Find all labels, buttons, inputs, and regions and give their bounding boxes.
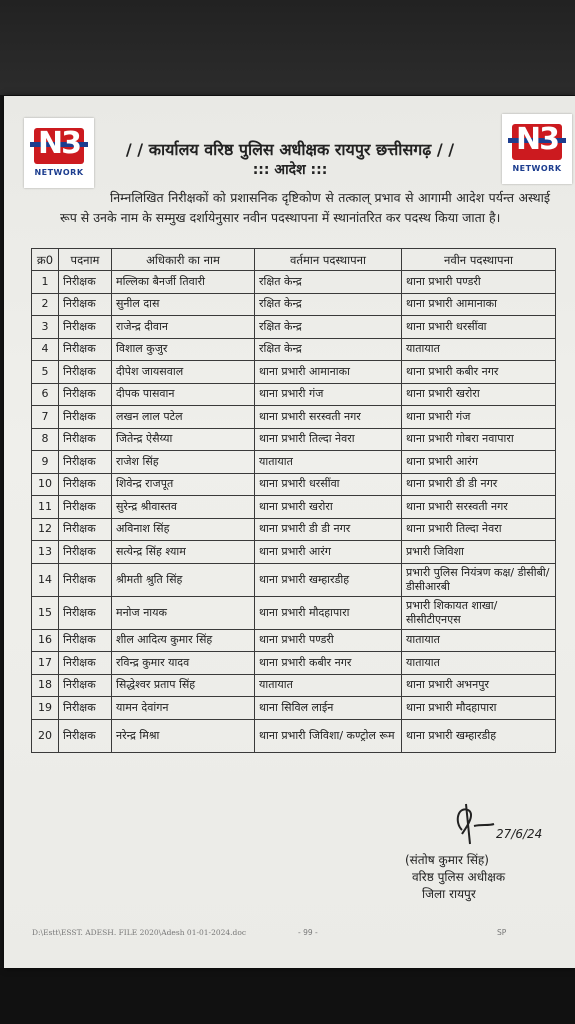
cell-new-posting: थाना प्रभारी तिल्दा नेवरा bbox=[402, 518, 556, 541]
background-bottom bbox=[0, 968, 575, 1024]
cell-rank: निरीक्षक bbox=[59, 697, 112, 720]
table-row bbox=[32, 541, 556, 564]
cell-current-posting: थाना प्रभारी पण्डरी bbox=[255, 629, 402, 652]
table-row bbox=[32, 652, 556, 675]
cell-new-posting: थाना प्रभारी सरस्वती नगर bbox=[402, 496, 556, 519]
cell-officer-name: दीपक पासवान bbox=[112, 383, 255, 406]
table-row bbox=[32, 563, 556, 596]
cell-new-posting: थाना प्रभारी मौदहापारा bbox=[402, 697, 556, 720]
cell-current-posting: थाना प्रभारी आरंग bbox=[255, 541, 402, 564]
table-row bbox=[32, 361, 556, 384]
cell-new-posting: थाना प्रभारी खम्हारडीह bbox=[402, 719, 556, 752]
logo-text: N3 bbox=[516, 122, 558, 157]
table-row bbox=[32, 383, 556, 406]
cell-new-posting: थाना प्रभारी खरोरा bbox=[402, 383, 556, 406]
cell-rank: निरीक्षक bbox=[59, 293, 112, 316]
cell-new-posting: थाना प्रभारी डी डी नगर bbox=[402, 473, 556, 496]
cell-officer-name: श्रीमती श्रुति सिंह bbox=[112, 563, 255, 596]
cell-rank: निरीक्षक bbox=[59, 629, 112, 652]
cell-rank: निरीक्षक bbox=[59, 541, 112, 564]
cell-current-posting: थाना प्रभारी सरस्वती नगर bbox=[255, 406, 402, 429]
signatory-designation: वरिष्ठ पुलिस अधीक्षक bbox=[412, 870, 506, 884]
cell-serial: 18 bbox=[32, 674, 59, 697]
cell-current-posting: थाना सिविल लाईन bbox=[255, 697, 402, 720]
cell-rank: निरीक्षक bbox=[59, 563, 112, 596]
cell-serial: 11 bbox=[32, 496, 59, 519]
cell-serial: 16 bbox=[32, 629, 59, 652]
table-row bbox=[32, 473, 556, 496]
cell-officer-name: मल्लिका बैनर्जी तिवारी bbox=[112, 271, 255, 294]
cell-rank: निरीक्षक bbox=[59, 652, 112, 675]
cell-serial: 3 bbox=[32, 316, 59, 339]
table-row bbox=[32, 719, 556, 752]
cell-current-posting: थाना प्रभारी धरसींवा bbox=[255, 473, 402, 496]
cell-current-posting: थाना प्रभारी आमानाका bbox=[255, 361, 402, 384]
footer-page-number: - 99 - bbox=[298, 928, 318, 937]
signatory-name: (संतोष कुमार सिंह) bbox=[405, 853, 489, 867]
cell-new-posting: यातायात bbox=[402, 338, 556, 361]
cell-current-posting: थाना प्रभारी डी डी नगर bbox=[255, 518, 402, 541]
cell-officer-name: मनोज नायक bbox=[112, 596, 255, 629]
cell-new-posting: थाना प्रभारी गोबरा नवापारा bbox=[402, 428, 556, 451]
cell-new-posting: प्रभारी जिविशा bbox=[402, 541, 556, 564]
cell-current-posting: यातायात bbox=[255, 451, 402, 474]
cell-current-posting: थाना प्रभारी तिल्दा नेवरा bbox=[255, 428, 402, 451]
cell-rank: निरीक्षक bbox=[59, 383, 112, 406]
header-new-posting: नवीन पदस्थापना bbox=[402, 249, 556, 271]
cell-rank: निरीक्षक bbox=[59, 674, 112, 697]
cell-officer-name: विशाल कुजुर bbox=[112, 338, 255, 361]
header-current-posting: वर्तमान पदस्थापना bbox=[255, 249, 402, 271]
cell-new-posting: प्रभारी पुलिस नियंत्रण कक्ष/ डीसीबी/डीसीआरबी bbox=[402, 563, 556, 596]
cell-new-posting: यातायात bbox=[402, 652, 556, 675]
cell-rank: निरीक्षक bbox=[59, 496, 112, 519]
table-row bbox=[32, 406, 556, 429]
cell-rank: निरीक्षक bbox=[59, 338, 112, 361]
table-row bbox=[32, 293, 556, 316]
cell-officer-name: राजेश सिंह bbox=[112, 451, 255, 474]
cell-serial: 14 bbox=[32, 563, 59, 596]
cell-new-posting: थाना प्रभारी कबीर नगर bbox=[402, 361, 556, 384]
logo-subtext: NETWORK bbox=[34, 168, 84, 177]
cell-serial: 10 bbox=[32, 473, 59, 496]
table-row bbox=[32, 451, 556, 474]
cell-new-posting: थाना प्रभारी आरंग bbox=[402, 451, 556, 474]
table-row bbox=[32, 316, 556, 339]
cell-officer-name: लखन लाल पटेल bbox=[112, 406, 255, 429]
table-row bbox=[32, 596, 556, 629]
cell-officer-name: राजेन्द्र दीवान bbox=[112, 316, 255, 339]
cell-serial: 2 bbox=[32, 293, 59, 316]
signature-date: 27/6/24 bbox=[496, 827, 543, 841]
order-intro-text: निम्नलिखित निरीक्षकों को प्रशासनिक दृष्टिकोण से तत्काल् प्रभाव से आगामी आदेश पर्यन्त अस्थाई रूप से उनके नाम के सम्मुख दर्शायेनुसार नवीन पदस्थापना में स्थानांतरित कर पदस्थ किया जाता है। bbox=[60, 190, 550, 225]
cell-serial: 7 bbox=[32, 406, 59, 429]
cell-current-posting: थाना प्रभारी मौदहापारा bbox=[255, 596, 402, 629]
table-row bbox=[32, 697, 556, 720]
cell-current-posting: थाना प्रभारी खम्हारडीह bbox=[255, 563, 402, 596]
cell-rank: निरीक्षक bbox=[59, 406, 112, 429]
cell-officer-name: जितेन्द्र ऐसैय्या bbox=[112, 428, 255, 451]
cell-rank: निरीक्षक bbox=[59, 361, 112, 384]
transfer-table bbox=[31, 248, 556, 753]
cell-new-posting: प्रभारी शिकायत शाखा/ सीसीटीएनएस bbox=[402, 596, 556, 629]
cell-serial: 9 bbox=[32, 451, 59, 474]
cell-serial: 1 bbox=[32, 271, 59, 294]
logo-subtext: NETWORK bbox=[512, 164, 562, 173]
cell-officer-name: यामन देवांगन bbox=[112, 697, 255, 720]
cell-officer-name: सत्येन्द्र सिंह श्याम bbox=[112, 541, 255, 564]
cell-officer-name: शील आदित्य कुमार सिंह bbox=[112, 629, 255, 652]
cell-rank: निरीक्षक bbox=[59, 518, 112, 541]
cell-rank: निरीक्षक bbox=[59, 271, 112, 294]
footer-file-path: D:\Estt\ESST. ADESH. FILE 2020\Adesh 01-01-2024.doc bbox=[32, 928, 247, 937]
cell-current-posting: रक्षित केन्द्र bbox=[255, 316, 402, 339]
table-header-row bbox=[32, 249, 556, 271]
cell-serial: 6 bbox=[32, 383, 59, 406]
cell-serial: 4 bbox=[32, 338, 59, 361]
cell-serial: 13 bbox=[32, 541, 59, 564]
cell-current-posting: थाना प्रभारी खरोरा bbox=[255, 496, 402, 519]
cell-new-posting: थाना प्रभारी धरसींवा bbox=[402, 316, 556, 339]
cell-current-posting: रक्षित केन्द्र bbox=[255, 271, 402, 294]
cell-serial: 20 bbox=[32, 719, 59, 752]
cell-current-posting: थाना प्रभारी गंज bbox=[255, 383, 402, 406]
cell-new-posting: थाना प्रभारी अभनपुर bbox=[402, 674, 556, 697]
header-rank: पदनाम bbox=[59, 249, 112, 271]
order-heading: ::: आदेश ::: bbox=[252, 162, 328, 178]
cell-serial: 19 bbox=[32, 697, 59, 720]
cell-officer-name: नरेन्द्र मिश्रा bbox=[112, 719, 255, 752]
header-officer-name: अधिकारी का नाम bbox=[112, 249, 255, 271]
cell-serial: 15 bbox=[32, 596, 59, 629]
table-row bbox=[32, 629, 556, 652]
table-row bbox=[32, 674, 556, 697]
table-row bbox=[32, 271, 556, 294]
cell-serial: 12 bbox=[32, 518, 59, 541]
cell-current-posting: थाना प्रभारी जिविशा/ कण्ट्रोल रूम bbox=[255, 719, 402, 752]
cell-rank: निरीक्षक bbox=[59, 719, 112, 752]
footer-code: SP bbox=[497, 928, 507, 937]
cell-officer-name: दीपेश जायसवाल bbox=[112, 361, 255, 384]
cell-current-posting: रक्षित केन्द्र bbox=[255, 293, 402, 316]
cell-rank: निरीक्षक bbox=[59, 596, 112, 629]
cell-serial: 8 bbox=[32, 428, 59, 451]
cell-current-posting: यातायात bbox=[255, 674, 402, 697]
cell-rank: निरीक्षक bbox=[59, 473, 112, 496]
header-serial: क्र0 bbox=[32, 249, 59, 271]
background-top bbox=[0, 0, 575, 95]
cell-new-posting: थाना प्रभारी पण्डरी bbox=[402, 271, 556, 294]
table-row bbox=[32, 496, 556, 519]
cell-officer-name: अविनाश सिंह bbox=[112, 518, 255, 541]
cell-serial: 17 bbox=[32, 652, 59, 675]
cell-rank: निरीक्षक bbox=[59, 316, 112, 339]
cell-rank: निरीक्षक bbox=[59, 428, 112, 451]
office-title: / / कार्यालय वरिष्ठ पुलिस अधीक्षक रायपुर छत्तीसगढ़ / / bbox=[125, 140, 455, 159]
cell-officer-name: सुनील दास bbox=[112, 293, 255, 316]
cell-new-posting: यातायात bbox=[402, 629, 556, 652]
cell-new-posting: थाना प्रभारी आमानाका bbox=[402, 293, 556, 316]
cell-officer-name: शिवेन्द्र राजपूत bbox=[112, 473, 255, 496]
cell-current-posting: थाना प्रभारी कबीर नगर bbox=[255, 652, 402, 675]
cell-officer-name: सिद्धेश्वर प्रताप सिंह bbox=[112, 674, 255, 697]
table-row bbox=[32, 338, 556, 361]
cell-officer-name: रविन्द्र कुमार यादव bbox=[112, 652, 255, 675]
signatory-district: जिला रायपुर bbox=[422, 887, 476, 901]
cell-rank: निरीक्षक bbox=[59, 451, 112, 474]
cell-current-posting: रक्षित केन्द्र bbox=[255, 338, 402, 361]
cell-officer-name: सुरेन्द्र श्रीवास्तव bbox=[112, 496, 255, 519]
cell-new-posting: थाना प्रभारी गंज bbox=[402, 406, 556, 429]
table-row bbox=[32, 518, 556, 541]
logo-text: N3 bbox=[38, 126, 80, 161]
table-row bbox=[32, 428, 556, 451]
cell-serial: 5 bbox=[32, 361, 59, 384]
